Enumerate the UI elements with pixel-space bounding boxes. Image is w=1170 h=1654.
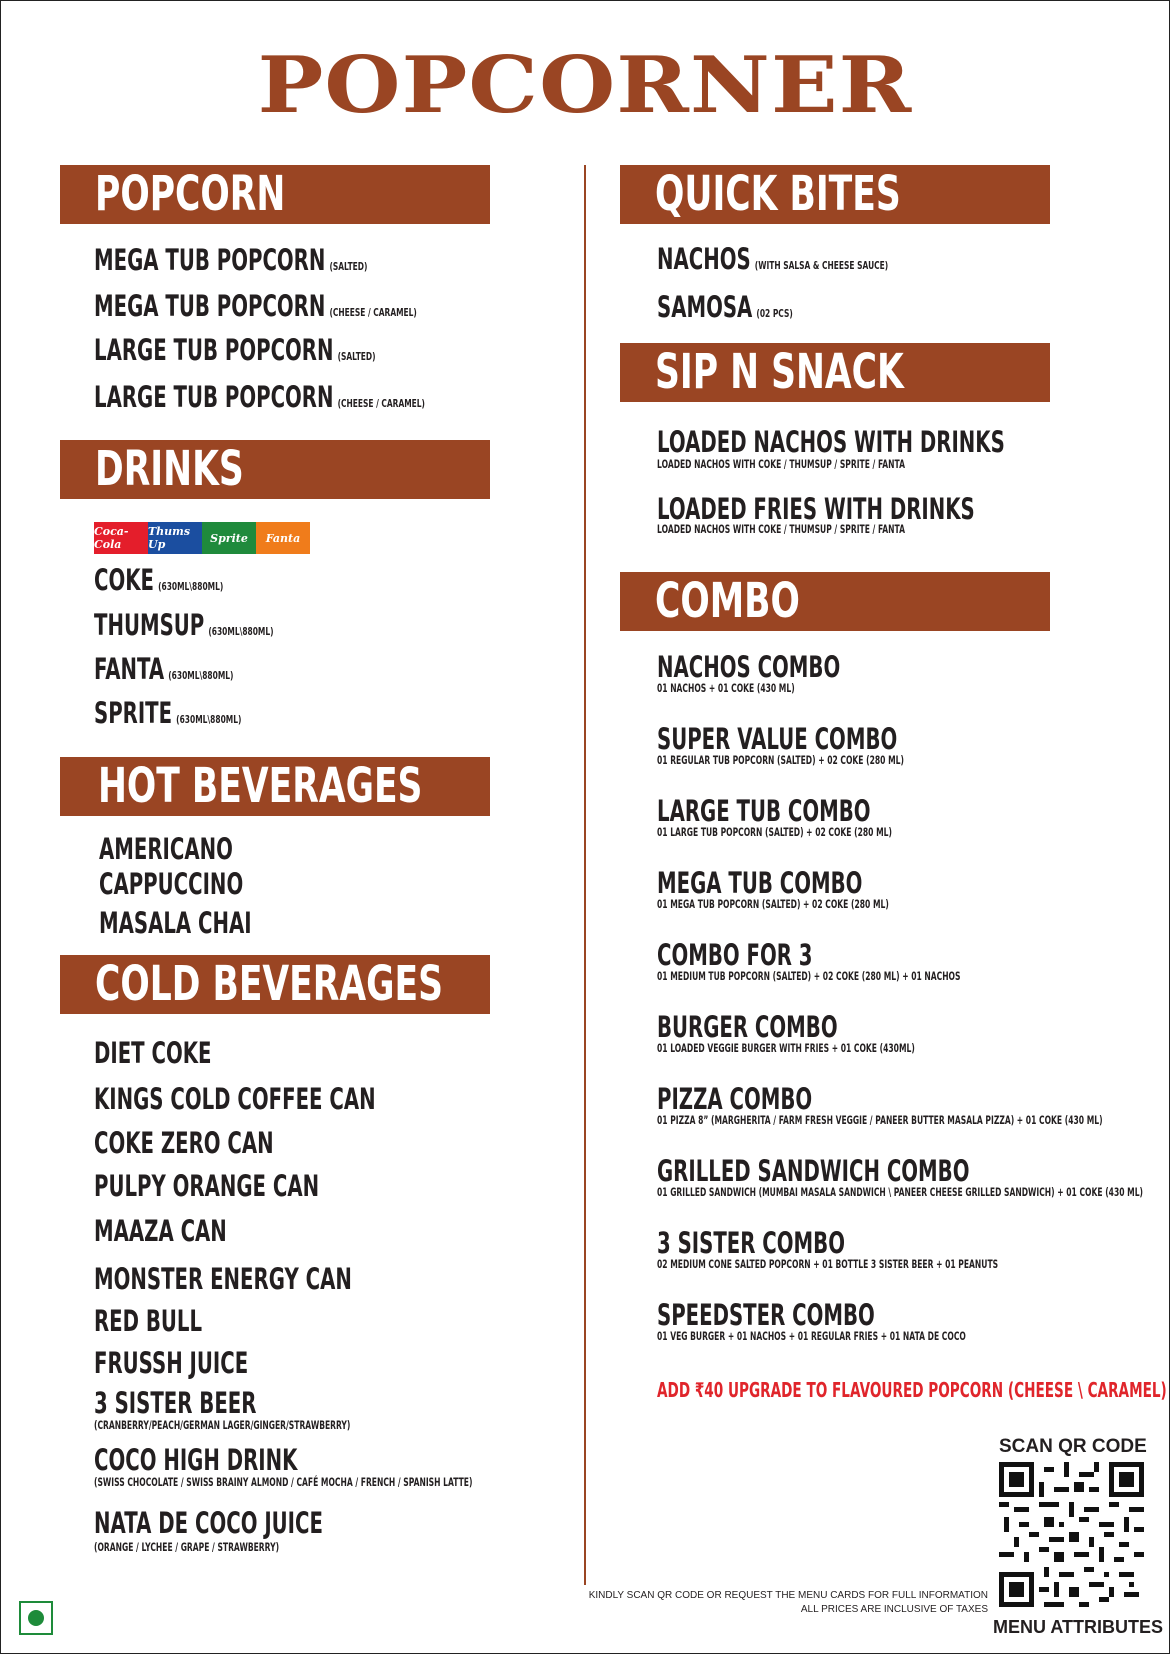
menu-item: 3 SISTER COMBO: [657, 1226, 845, 1260]
menu-item: MAAZA CAN: [94, 1214, 227, 1248]
menu-item-detail: (CRANBERRY/PEACH/GERMAN LAGER/GINGER/STRAWBERRY): [94, 1418, 351, 1432]
column-divider: [584, 165, 586, 1585]
section-header-combo: [620, 572, 1050, 631]
menu-item: COCO HIGH DRINK: [94, 1443, 298, 1477]
coca-cola-logo: Coca-Cola: [94, 522, 148, 554]
section-header-hot-beverages: [60, 757, 490, 816]
menu-item-detail: 02 MEDIUM CONE SALTED POPCORN + 01 BOTTLE 3 SISTER BEER + 01 PEANUTS: [657, 1257, 999, 1271]
menu-item-detail: 01 REGULAR TUB POPCORN (SALTED) + 02 COKE (280 ML): [657, 753, 904, 767]
menu-item-detail: 01 LOADED VEGGIE BURGER WITH FRIES + 01 COKE (430ML): [657, 1041, 915, 1055]
menu-item: RED BULL: [94, 1304, 203, 1338]
veg-mark-icon: [19, 1601, 53, 1635]
menu-item: PULPY ORANGE CAN: [94, 1169, 320, 1203]
menu-item: COKE ZERO CAN: [94, 1126, 274, 1160]
menu-item: LARGE TUB POPCORN (CHEESE / CARAMEL): [94, 380, 425, 414]
menu-item-detail: 01 VEG BURGER + 01 NACHOS + 01 REGULAR FRIES + 01 NATA DE COCO: [657, 1329, 966, 1343]
menu-item-detail: LOADED NACHOS WITH COKE / THUMSUP / SPRITE / FANTA: [657, 457, 905, 471]
menu-item: SPRITE (630ML\880ML): [94, 696, 242, 730]
menu-item: CAPPUCCINO: [99, 867, 244, 901]
menu-item-detail: 01 PIZZA 8” (MARGHERITA / FARM FRESH VEGGIE / PANEER BUTTER MASALA PIZZA) + 01 COKE (430 ML): [657, 1113, 1103, 1127]
section-title: COMBO: [655, 573, 800, 629]
qr-code-icon[interactable]: [999, 1462, 1144, 1607]
menu-item: LARGE TUB COMBO: [657, 794, 871, 828]
menu-item: DIET COKE: [94, 1036, 212, 1070]
menu-item: LOADED FRIES WITH DRINKS: [657, 492, 975, 526]
menu-item: AMERICANO: [99, 832, 233, 866]
menu-item: MEGA TUB COMBO: [657, 866, 863, 900]
section-header-popcorn: [60, 165, 490, 224]
menu-item: COKE (630ML\880ML): [94, 563, 224, 597]
upgrade-note: ADD ₹40 UPGRADE TO FLAVOURED POPCORN (CHEESE \ CARAMEL): [657, 1378, 1167, 1402]
menu-item: 3 SISTER BEER: [94, 1386, 257, 1420]
menu-item: FANTA (630ML\880ML): [94, 652, 234, 686]
menu-item: LARGE TUB POPCORN (SALTED): [94, 333, 376, 367]
menu-item-detail: (ORANGE / LYCHEE / GRAPE / STRAWBERRY): [94, 1540, 280, 1554]
section-header-drinks: [60, 440, 490, 499]
menu-item: COMBO FOR 3: [657, 938, 813, 972]
footer-note: ALL PRICES ARE INCLUSIVE OF TAXES: [800, 1604, 988, 1615]
section-title: HOT BEVERAGES: [98, 758, 423, 814]
section-title: QUICK BITES: [655, 166, 901, 222]
footer-note: KINDLY SCAN QR CODE OR REQUEST THE MENU CARDS FOR FULL INFORMATION: [588, 1590, 988, 1601]
section-title: SIP N SNACK: [655, 344, 904, 400]
menu-item: BURGER COMBO: [657, 1010, 838, 1044]
drink-brand-logos: [94, 522, 310, 554]
menu-item: SAMOSA (02 PCS): [657, 290, 793, 324]
section-header-quick-bites: [620, 165, 1050, 224]
menu-item: MEGA TUB POPCORN (SALTED): [94, 243, 368, 277]
section-header-cold-beverages: [60, 955, 490, 1014]
menu-item-detail: 01 LARGE TUB POPCORN (SALTED) + 02 COKE (280 ML): [657, 825, 892, 839]
menu-item: NATA DE COCO JUICE: [94, 1506, 323, 1540]
qr-title: SCAN QR CODE: [999, 1436, 1147, 1457]
section-header-sip-n-snack: [620, 343, 1050, 402]
menu-item: GRILLED SANDWICH COMBO: [657, 1154, 970, 1188]
menu-item-detail: (SWISS CHOCOLATE / SWISS BRAINY ALMOND / CAFÉ MOCHA / FRENCH / SPANISH LATTE): [94, 1475, 473, 1489]
menu-item: MONSTER ENERGY CAN: [94, 1262, 352, 1296]
menu-item-detail: 01 MEDIUM TUB POPCORN (SALTED) + 02 COKE (280 ML) + 01 NACHOS: [657, 969, 961, 983]
menu-item: KINGS COLD COFFEE CAN: [94, 1082, 376, 1116]
section-title: COLD BEVERAGES: [95, 956, 444, 1012]
menu-item: THUMSUP (630ML\880ML): [94, 608, 274, 642]
section-title: DRINKS: [95, 441, 244, 497]
qr-footer-label: MENU ATTRIBUTES: [993, 1617, 1163, 1637]
menu-item: MEGA TUB POPCORN (CHEESE / CARAMEL): [94, 289, 417, 323]
thums-up-logo: Thums Up: [148, 522, 202, 554]
menu-item: FRUSSH JUICE: [94, 1346, 249, 1380]
sprite-logo: Sprite: [202, 522, 256, 554]
menu-item: SUPER VALUE COMBO: [657, 722, 898, 756]
menu-item: LOADED NACHOS WITH DRINKS: [657, 425, 1005, 459]
menu-item-detail: 01 MEGA TUB POPCORN (SALTED) + 02 COKE (280 ML): [657, 897, 889, 911]
brand-title: POPCORNER: [257, 40, 913, 131]
menu-item-detail: 01 GRILLED SANDWICH (MUMBAI MASALA SANDWICH \ PANEER CHEESE GRILLED SANDWICH) + 01 COKE (430 ML): [657, 1185, 1144, 1199]
section-title: POPCORN: [95, 166, 286, 222]
menu-item: PIZZA COMBO: [657, 1082, 813, 1116]
menu-item: NACHOS COMBO: [657, 650, 841, 684]
menu-item: SPEEDSTER COMBO: [657, 1298, 875, 1332]
menu-item: NACHOS (WITH SALSA & CHEESE SAUCE): [657, 242, 889, 276]
menu-item: MASALA CHAI: [99, 906, 252, 940]
menu-item-detail: LOADED NACHOS WITH COKE / THUMSUP / SPRITE / FANTA: [657, 522, 905, 536]
fanta-logo: Fanta: [256, 522, 310, 554]
menu-item-detail: 01 NACHOS + 01 COKE (430 ML): [657, 681, 795, 695]
